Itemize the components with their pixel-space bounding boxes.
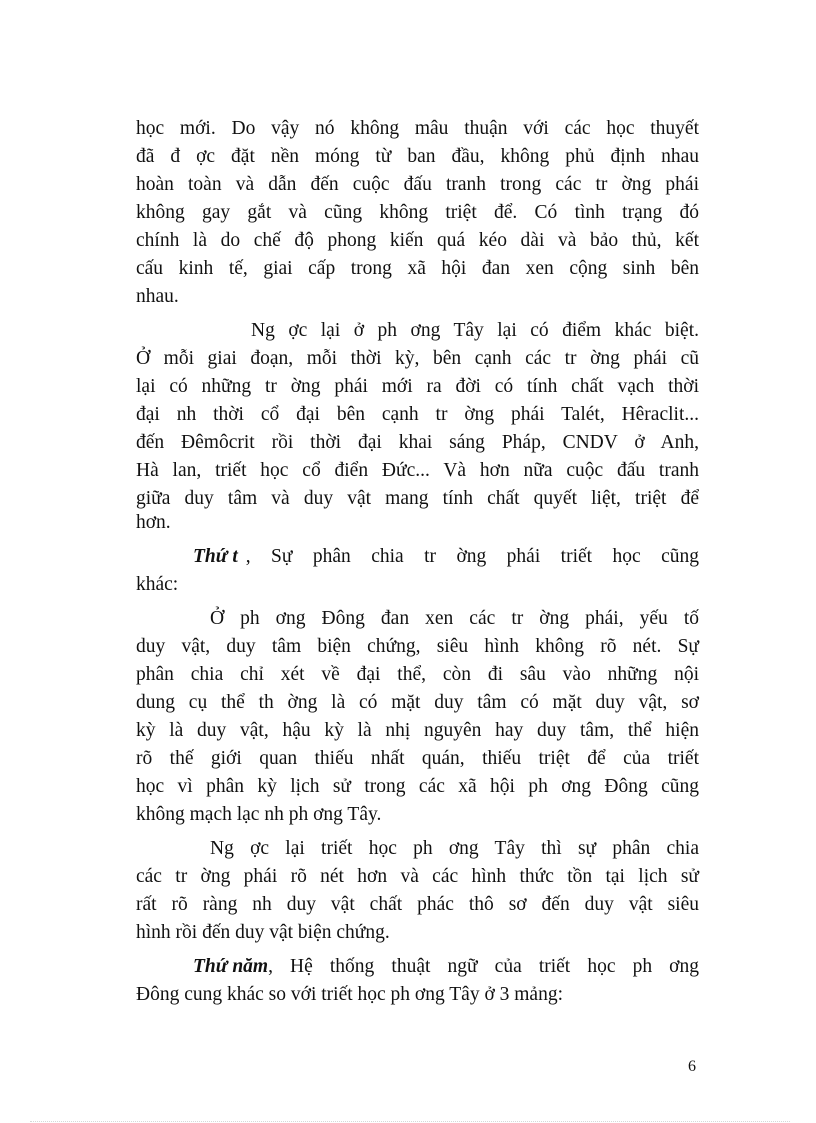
text-line: Ng ợc lại ở ph ơng Tây lại có điểm khác biệt.: [251, 320, 699, 341]
text-line: duy vật, duy tâm biện chứng, siêu hình không rõ nét. Sự: [136, 636, 699, 657]
heading-line-thu-nam: [193, 957, 699, 977]
text-line: không gay gắt và cũng không triệt để. Có tình trạng đó: [136, 202, 699, 223]
text-line: lại có những tr ờng phái mới ra đời có tính chất vạch thời: [136, 376, 699, 397]
page-number: 6: [688, 1058, 696, 1075]
heading-line-thu-tu: [193, 547, 699, 567]
text-line: không mạch lạc nh ph ơng Tây.: [136, 804, 382, 825]
text-line: học mới. Do vậy nó không mâu thuận với các học thuyết: [136, 118, 699, 139]
text-line: Đông cung khác so với triết học ph ơng Tây ở 3 mảng:: [136, 984, 564, 1005]
text-line: giữa duy tâm và duy vật mang tính chất quyết liệt, triệt để: [136, 488, 699, 509]
text-line: khác:: [136, 574, 179, 595]
text-line: nhau.: [136, 286, 179, 307]
text-line: Ở ph ơng Đông đan xen các tr ờng phái, yếu tố: [210, 608, 699, 629]
text-line: Hà lan, triết học cổ điển Đức... Và hơn nữa cuộc đấu tranh: [136, 460, 699, 481]
text-line: rất rõ ràng nh duy vật chất phác thô sơ đến duy vật siêu: [136, 894, 699, 915]
text-line: đã đ ợc đặt nền móng từ ban đầu, không phủ định nhau: [136, 146, 699, 167]
text-line: hoàn toàn và dẫn đến cuộc đấu tranh trong các tr ờng phái: [136, 174, 699, 195]
page-bottom-divider: [30, 1121, 790, 1122]
text-line: các tr ờng phái rõ nét hơn và các hình thức tồn tại lịch sử: [136, 866, 699, 887]
text-line: chính là do chế độ phong kiến quá kéo dài và bảo thủ, kết: [136, 230, 699, 251]
text-line: hơn.: [136, 512, 171, 533]
text-line: Ng ợc lại triết học ph ơng Tây thì sự phân chia: [210, 838, 699, 859]
text-line: Ở mỗi giai đoạn, mỗi thời kỳ, bên cạnh các tr ờng phái cũ: [136, 348, 699, 369]
text-line: dung cụ thể th ờng là có mặt duy tâm có mặt duy vật, sơ: [136, 692, 699, 713]
text-line: phân chia chỉ xét về đại thể, còn đi sâu vào những nội: [136, 664, 699, 685]
text-line: học vì phân kỳ lịch sử trong các xã hội ph ơng Đông cũng: [136, 776, 699, 797]
text-segment: , Hệ thống thuật ngữ của triết học ph ơng: [268, 956, 699, 977]
text-line: đại nh thời cổ đại bên cạnh tr ờng phái Talét, Hêraclit...: [136, 404, 699, 425]
text-line: cấu kinh tế, giai cấp trong xã hội đan xen cộng sinh bên: [136, 258, 699, 279]
text-line: đến Đêmôcrit rồi thời đại khai sáng Pháp, CNDV ở Anh,: [136, 432, 699, 453]
text-line: hình rồi đến duy vật biện chứng.: [136, 922, 390, 943]
text-line: kỳ là duy vật, hậu kỳ là nhị nguyên hay duy tâm, thể hiện: [136, 720, 699, 741]
emphasis-thu-nam: Thứ năm: [193, 956, 269, 977]
text-segment: , Sự phân chia tr ờng phái triết học cũng: [245, 546, 699, 567]
emphasis-thu-tu: Thứ t: [193, 546, 238, 567]
text-line: rõ thế giới quan thiếu nhất quán, thiếu triệt để của triết: [136, 748, 699, 769]
